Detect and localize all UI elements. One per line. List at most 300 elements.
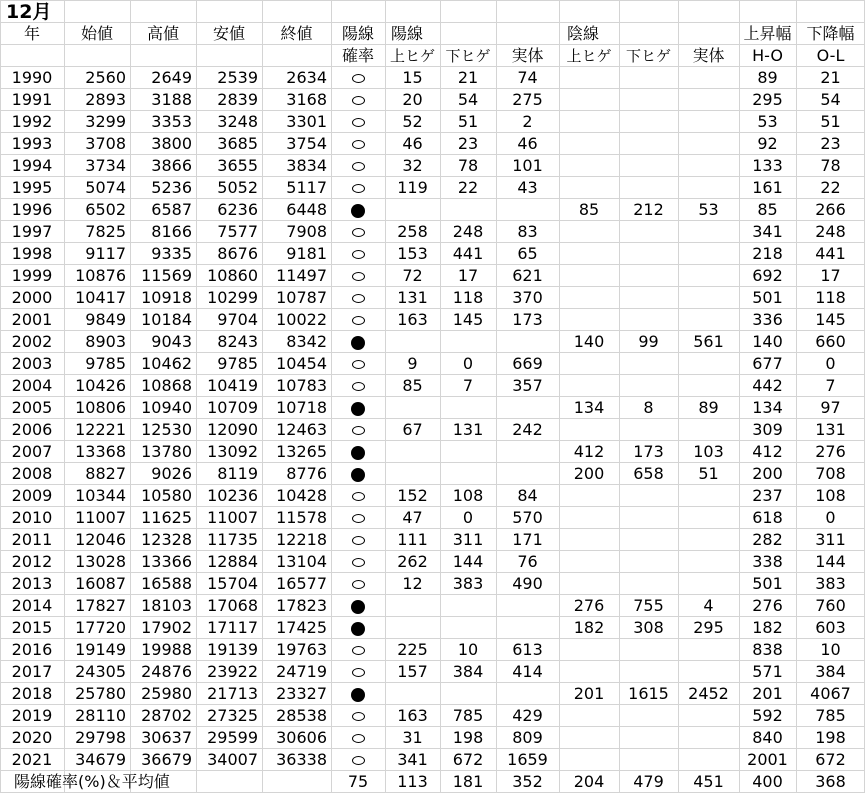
cell-yosen-lower: 672 [452,750,484,769]
cell-high: 12328 [141,530,192,549]
cell-insen-lower [619,309,678,331]
cell-open: 25780 [75,684,126,703]
cell-close: 8776 [286,464,327,483]
open-circle-icon [331,243,385,265]
cell-fall: 108 [815,486,846,505]
cell-insen-upper [559,573,619,595]
cell-insen-body [678,419,739,441]
filled-circle-icon [331,199,385,221]
summary-yosen-body: 352 [512,772,543,791]
cell-yosen-upper: 152 [397,486,428,505]
cell-close: 12218 [276,530,327,549]
cell-year: 1995 [11,178,53,197]
cell-open: 9849 [85,310,126,329]
header-yosen: 陽線 [341,24,374,43]
cell-high: 3353 [151,112,192,131]
cell-close: 10428 [276,486,327,505]
cell-fall: 708 [815,464,846,483]
cell-insen-lower: 173 [633,442,664,461]
cell-insen-body [678,287,739,309]
cell-fall: 441 [815,244,846,263]
cell-close: 24719 [276,662,327,681]
cell-insen-lower: 1615 [628,684,669,703]
cell-fall: 78 [820,156,841,175]
open-circle-icon [331,573,385,595]
cell-year: 2003 [11,354,53,373]
cell-insen-body [678,133,739,155]
cell-yosen-body: 490 [512,574,543,593]
cell-insen-upper [559,529,619,551]
filled-circle-icon [331,617,385,639]
cell-high: 12530 [141,420,192,439]
filled-circle-icon [351,204,365,218]
cell-insen-lower [619,287,678,309]
cell-rise: 618 [752,508,783,527]
summary-insen-upper: 204 [573,772,605,791]
cell-low: 12090 [207,420,258,439]
cell-yosen-body [496,617,559,639]
cell-insen-body [678,485,739,507]
cell-high: 3188 [151,90,192,109]
cell-insen-upper [559,639,619,661]
cell-fall: 144 [815,552,846,571]
cell-yosen-lower [440,617,496,639]
cell-yosen-upper: 32 [402,156,423,175]
filled-circle-icon [351,402,365,416]
cell-high: 13366 [141,552,192,571]
filled-circle-icon [331,397,385,419]
cell-yosen-lower: 384 [452,662,484,681]
cell-close: 9181 [286,244,327,263]
cell-insen-upper [559,353,619,375]
open-circle-icon [352,514,365,523]
cell-insen-body: 4 [703,596,714,615]
cell-rise: 200 [752,464,783,483]
header-insen-body: 実体 [692,46,725,65]
cell-rise: 412 [752,442,783,461]
open-circle-icon [331,67,385,89]
cell-yosen-upper: 119 [397,178,428,197]
cell-year: 2011 [11,530,53,549]
cell-year: 2010 [11,508,53,527]
cell-fall: 51 [820,112,841,131]
cell-low: 8676 [217,244,258,263]
open-circle-icon [331,309,385,331]
cell-rise: 161 [752,178,783,197]
cell-insen-body [678,749,739,771]
header-rise: 上昇幅 [743,24,792,43]
open-circle-icon [352,756,365,765]
cell-rise: 442 [752,376,783,395]
cell-yosen-body [496,683,559,705]
cell-insen-upper: 276 [573,596,605,615]
cell-open: 3708 [85,134,126,153]
cell-low: 34007 [207,750,258,769]
cell-close: 11578 [276,508,327,527]
cell-rise: 89 [757,68,778,87]
header-high: 高値 [146,24,179,43]
cell-yosen-upper: 85 [402,376,423,395]
cell-insen-lower: 308 [633,618,664,637]
cell-yosen-body: 74 [517,68,538,87]
cell-rise: 237 [752,486,783,505]
cell-low: 17068 [207,596,258,615]
cell-insen-upper [559,485,619,507]
cell-fall: 17 [820,266,841,285]
cell-year: 2013 [11,574,53,593]
cell-low: 19139 [207,640,258,659]
cell-fall: 383 [815,574,846,593]
header-fall: 下降幅 [806,24,855,43]
open-circle-icon [352,492,365,501]
open-circle-icon [331,749,385,771]
cell-rise: 276 [752,596,783,615]
open-circle-icon [331,221,385,243]
cell-insen-upper [559,705,619,727]
cell-insen-body [678,111,739,133]
open-circle-icon [352,646,365,655]
cell-rise: 134 [752,398,783,417]
open-circle-icon [331,507,385,529]
open-circle-icon [352,184,365,193]
cell-year: 1992 [11,112,53,131]
cell-yosen-lower: 17 [457,266,479,285]
cell-fall: 198 [815,728,846,747]
cell-insen-body [678,573,739,595]
open-circle-icon [331,89,385,111]
cell-insen-lower: 8 [643,398,654,417]
cell-yosen-body: 46 [517,134,538,153]
open-circle-icon [352,140,365,149]
cell-yosen-body: 84 [517,486,538,505]
cell-open: 17720 [75,618,126,637]
cell-insen-body [678,375,739,397]
cell-insen-lower [619,221,678,243]
cell-yosen-body: 1659 [507,750,548,769]
cell-yosen-lower [440,397,496,419]
cell-close: 10022 [276,310,327,329]
cell-high: 17902 [141,618,192,637]
cell-yosen-upper: 46 [402,134,423,153]
cell-yosen-lower: 441 [452,244,484,263]
cell-close: 23327 [276,684,327,703]
cell-high: 2649 [151,68,192,87]
cell-yosen-upper: 111 [397,530,428,549]
cell-yosen-upper [385,331,440,353]
cell-insen-body [678,507,739,529]
cell-insen-body [678,639,739,661]
cell-high: 18103 [141,596,192,615]
cell-rise: 92 [757,134,778,153]
cell-year: 1997 [11,222,53,241]
cell-open: 24305 [75,662,126,681]
cell-insen-upper: 85 [578,200,600,219]
cell-insen-lower [619,551,678,573]
cell-rise: 840 [752,728,783,747]
cell-low: 10860 [207,266,258,285]
cell-low: 17117 [207,618,258,637]
cell-yosen-upper: 12 [402,574,423,593]
open-circle-icon [331,265,385,287]
cell-insen-body [678,265,739,287]
cell-yosen-body: 173 [512,310,543,329]
cell-yosen-lower: 7 [462,376,474,395]
cell-close: 3754 [286,134,327,153]
open-circle-icon [352,382,365,391]
cell-rise: 53 [757,112,778,131]
cell-high: 16588 [141,574,192,593]
cell-insen-lower: 212 [633,200,664,219]
open-circle-icon [352,96,365,105]
cell-yosen-lower: 131 [452,420,484,439]
cell-rise: 201 [752,684,783,703]
cell-open: 19149 [75,640,126,659]
filled-circle-icon [331,463,385,485]
cell-year: 2019 [11,706,53,725]
cell-rise: 309 [752,420,783,439]
cell-yosen-body: 570 [512,508,543,527]
cell-insen-upper [559,243,619,265]
cell-high: 25980 [141,684,192,703]
cell-fall: 118 [815,288,846,307]
cell-close: 8342 [286,332,327,351]
cell-year: 2018 [11,684,53,703]
cell-yosen-upper: 9 [407,354,418,373]
open-circle-icon [352,426,365,435]
filled-circle-icon [351,468,365,482]
cell-yosen-lower [440,199,496,221]
open-circle-icon [352,162,365,171]
cell-low: 10709 [207,398,258,417]
cell-low: 10299 [207,288,258,307]
open-circle-icon [331,639,385,661]
cell-high: 9043 [151,332,192,351]
open-circle-icon [331,551,385,573]
cell-rise: 282 [752,530,783,549]
cell-close: 5117 [286,178,327,197]
cell-rise: 336 [752,310,783,329]
cell-open: 13028 [75,552,126,571]
cell-fall: 760 [815,596,846,615]
cell-yosen-upper: 52 [402,112,423,131]
cell-open: 10876 [75,266,126,285]
cell-yosen-body: 275 [512,90,543,109]
cell-insen-upper [559,727,619,749]
cell-high: 10868 [141,376,192,395]
cell-year: 1990 [11,68,53,87]
cell-insen-upper [559,155,619,177]
cell-close: 6448 [286,200,327,219]
filled-circle-icon [351,336,365,350]
cell-close: 10454 [276,354,327,373]
cell-high: 36679 [141,750,192,769]
cell-low: 3248 [217,112,258,131]
cell-yosen-body: 83 [517,222,538,241]
cell-open: 16087 [75,574,126,593]
cell-yosen-lower [440,331,496,353]
cell-year: 1998 [11,244,53,263]
cell-yosen-upper: 163 [397,310,428,329]
cell-year: 1999 [11,266,53,285]
cell-yosen-lower: 54 [457,90,479,109]
cell-insen-lower [619,705,678,727]
cell-open: 3299 [85,112,126,131]
cell-insen-lower [619,265,678,287]
filled-circle-icon [351,446,365,460]
cell-yosen-lower: 144 [452,552,484,571]
cell-year: 1993 [11,134,53,153]
cell-insen-lower [619,419,678,441]
cell-open: 8903 [85,332,126,351]
filled-circle-icon [351,688,365,702]
cell-fall: 603 [815,618,846,637]
cell-rise: 2001 [747,750,788,769]
cell-insen-lower: 99 [638,332,659,351]
cell-insen-body [678,67,739,89]
cell-insen-lower [619,133,678,155]
open-circle-icon [331,529,385,551]
cell-yosen-upper: 157 [397,662,428,681]
cell-high: 10940 [141,398,192,417]
summary-insen-lower: 479 [633,772,664,791]
summary-rise: 400 [752,772,783,791]
cell-yosen-body: 101 [512,156,543,175]
cell-close: 13265 [276,442,327,461]
cell-yosen-lower: 145 [452,310,484,329]
cell-insen-upper [559,661,619,683]
cell-insen-upper [559,177,619,199]
cell-high: 10462 [141,354,192,373]
open-circle-icon [352,316,365,325]
cell-insen-lower [619,749,678,771]
cell-year: 2014 [11,596,53,615]
cell-low: 9704 [217,310,258,329]
open-circle-icon [352,558,365,567]
cell-yosen-lower [440,595,496,617]
cell-insen-upper: 134 [573,398,605,417]
cell-close: 12463 [276,420,327,439]
cell-open: 7825 [85,222,126,241]
cell-yosen-body: 429 [512,706,543,725]
cell-high: 6587 [151,200,192,219]
cell-yosen-lower: 248 [452,222,484,241]
cell-yosen-upper: 72 [402,266,423,285]
cell-fall: 311 [815,530,846,549]
cell-yosen-body: 809 [512,728,543,747]
cell-close: 13104 [276,552,327,571]
cell-high: 8166 [151,222,192,241]
cell-year: 2021 [11,750,53,769]
cell-yosen-body: 65 [517,244,538,263]
summary-yosen-lower: 181 [452,772,484,791]
cell-open: 12221 [75,420,126,439]
header-low: 安値 [212,24,245,43]
cell-rise: 838 [752,640,783,659]
cell-rise: 341 [752,222,783,241]
header-open: 始値 [80,24,113,43]
cell-yosen-upper: 131 [397,288,428,307]
cell-insen-lower [619,67,678,89]
cell-yosen-upper: 20 [402,90,423,109]
header-close: 終値 [280,24,313,43]
header-insen-group: 陰線 [567,24,600,43]
cell-insen-body: 2452 [688,684,729,703]
cell-low: 13092 [207,442,258,461]
cell-fall: 21 [820,68,841,87]
summary-prob: 75 [347,772,369,791]
cell-insen-upper [559,133,619,155]
cell-close: 17425 [276,618,327,637]
cell-fall: 276 [815,442,846,461]
cell-high: 19988 [141,640,192,659]
cell-yosen-body: 2 [522,112,533,131]
cell-yosen-lower: 51 [457,112,479,131]
header-ho: H-O [752,46,783,65]
cell-low: 10236 [207,486,258,505]
cell-yosen-body: 613 [512,640,543,659]
cell-yosen-upper: 225 [397,640,428,659]
cell-fall: 266 [815,200,846,219]
cell-low: 9785 [217,354,258,373]
cell-insen-body [678,727,739,749]
cell-yosen-upper [385,441,440,463]
cell-yosen-upper: 31 [402,728,423,747]
open-circle-icon [352,668,365,677]
cell-insen-lower [619,177,678,199]
cell-rise: 338 [752,552,783,571]
cell-close: 17823 [276,596,327,615]
cell-yosen-upper: 47 [402,508,423,527]
cell-insen-lower [619,89,678,111]
cell-yosen-upper: 15 [402,68,423,87]
header-yosen-body: 実体 [511,46,544,65]
header-insen-lower: 下ヒゲ [625,47,671,65]
cell-fall: 97 [820,398,841,417]
cell-open: 17827 [75,596,126,615]
cell-yosen-lower: 21 [457,68,479,87]
cell-fall: 7 [825,376,836,395]
cell-insen-lower [619,529,678,551]
cell-rise: 571 [752,662,783,681]
cell-insen-lower [619,661,678,683]
cell-yosen-upper [385,199,440,221]
cell-insen-lower [619,375,678,397]
header-prob: 確率 [341,46,374,65]
cell-open: 13368 [75,442,126,461]
cell-insen-lower [619,507,678,529]
cell-year: 2000 [11,288,53,307]
cell-open: 8827 [85,464,126,483]
cell-open: 10417 [75,288,126,307]
cell-yosen-lower: 22 [457,178,479,197]
filled-circle-icon [331,595,385,617]
cell-insen-lower [619,485,678,507]
cell-open: 2893 [85,90,126,109]
cell-yosen-lower: 383 [452,574,484,593]
cell-fall: 660 [815,332,846,351]
cell-low: 6236 [217,200,258,219]
cell-yosen-upper: 67 [402,420,423,439]
filled-circle-icon [351,600,365,614]
cell-close: 30606 [276,728,327,747]
open-circle-icon [352,580,365,589]
cell-low: 27325 [207,706,258,725]
cell-close: 10718 [276,398,327,417]
cell-open: 6502 [85,200,126,219]
cell-close: 7908 [286,222,327,241]
cell-year: 1991 [11,90,53,109]
cell-yosen-upper [385,683,440,705]
